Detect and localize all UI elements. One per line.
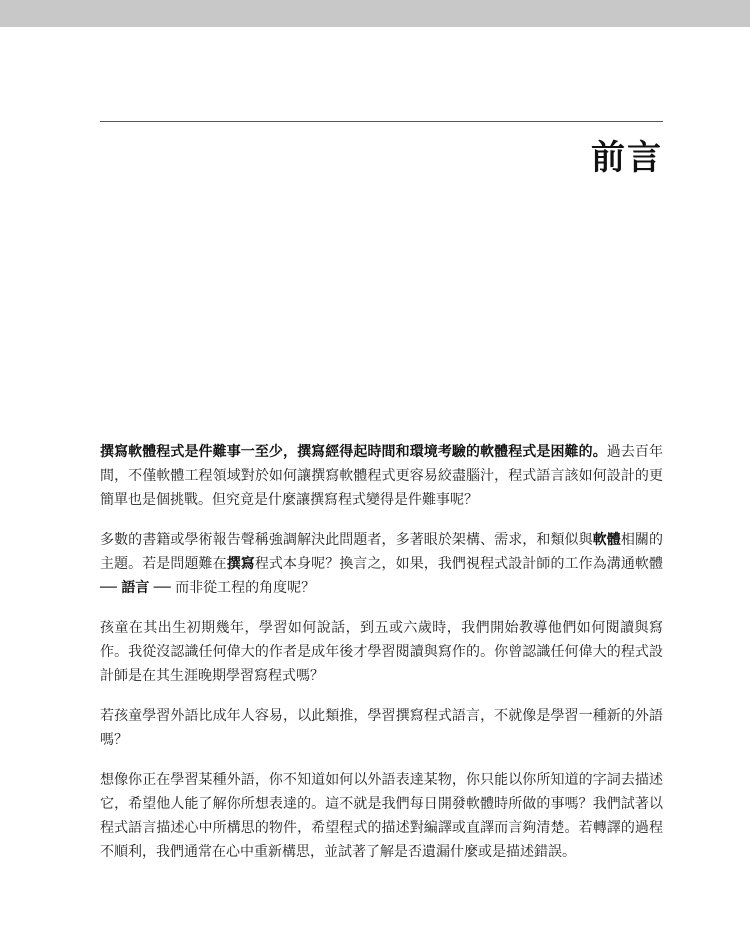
body-text: [100, 440, 663, 880]
paragraph-4: 若孩童學習外語比成年人容易，以此類推，學習撰寫程式語言，不就像是學習一種新的外語嗎？: [100, 708, 663, 748]
paragraph-2-text-4: ── 而非從工程的角度呢？: [149, 580, 316, 596]
chapter-title: 前言: [591, 138, 663, 178]
paragraph-2-text-1: 多數的書籍或學術報告聲稱強調解決此問題者，多著眼於架構、需求，和類似與: [100, 532, 593, 548]
paragraph-1-text: 過去百年間，不僅軟體工程領域對於如何讓撰寫軟體程式更容易絞盡腦汁，程式語言該如何設計的更簡單也是個挑戰。但究竟是什麼讓撰寫程式變得是件難事呢？: [100, 444, 664, 508]
paragraph-2: [100, 528, 663, 600]
paragraph-2-emphasis-language: 語言: [121, 580, 150, 596]
paragraph-2-text-2: 相關的主題。若是問題難在: [100, 532, 664, 572]
paragraph-1: [100, 440, 663, 512]
paragraph-2-emphasis-software: 軟體: [592, 532, 621, 548]
top-gray-bar: [0, 0, 750, 27]
paragraph-2-text-3: 程式本身呢？換言之，如果，我們視程式設計師的工作為溝通軟體 ──: [100, 556, 664, 596]
paragraph-3: 孩童在其出生初期幾年，學習如何說話，到五或六歲時，我們開始教導他們如何閱讀與寫作。我從沒認識任何偉大的作者是成年後才學習閱讀與寫作的。你曾認識任何偉大的程式設計師是在其生涯晚期學習寫程式嗎？: [100, 620, 663, 684]
paragraph-5: 想像你正在學習某種外語，你不知道如何以外語表達某物，你只能以你所知道的字詞去描述它，希望他人能了解你所想表達的。這不就是我們每日開發軟體時所做的事嗎？我們試著以程式語言描述心中所構思的物件，希望程式的描述對編譯或直譯而言夠清楚。若轉譯的過程不順利，我們通常在心中重新構思，並試著了解是否遺漏什麼或是描述錯誤。: [100, 772, 663, 860]
header-rule: [100, 121, 663, 122]
paragraph-1-lead: 撰寫軟體程式是件難事一至少，撰寫經得起時間和環境考驗的軟體程式是困難的。: [100, 444, 607, 460]
paragraph-2-emphasis-writing: 撰寫: [226, 556, 255, 572]
